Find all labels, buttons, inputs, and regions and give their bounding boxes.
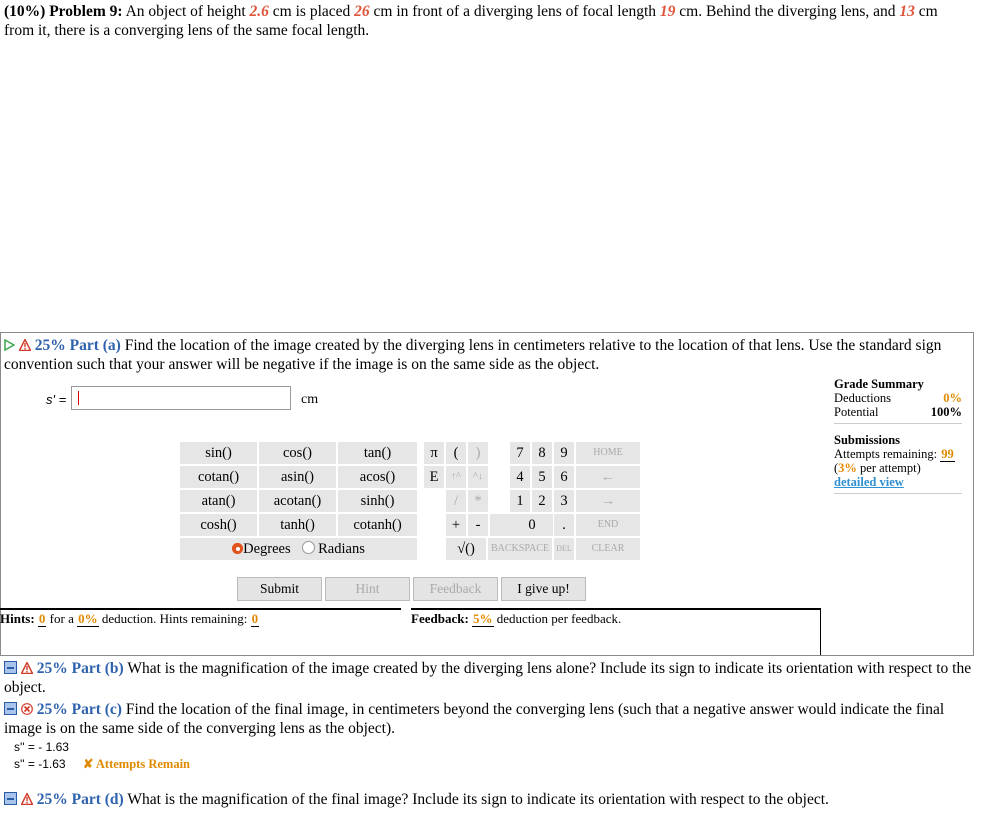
numeric-keypad — [423, 441, 645, 561]
superscript-down-key[interactable]: ^↓ — [467, 465, 489, 489]
atan-key[interactable]: atan() — [179, 489, 258, 513]
given-focal: 19 — [659, 3, 676, 20]
radians-radio[interactable] — [302, 541, 315, 554]
part-a-header — [4, 336, 964, 374]
part-c-header[interactable] — [4, 700, 976, 738]
key-2[interactable]: 2 — [531, 489, 553, 513]
part-a-label: 25% Part (a) — [34, 337, 121, 354]
cotan-key[interactable]: cotan() — [179, 465, 258, 489]
sin-key[interactable]: sin() — [179, 441, 258, 465]
warning-icon — [21, 662, 33, 674]
home-key[interactable]: HOME — [575, 441, 641, 465]
key-3[interactable]: 3 — [553, 489, 575, 513]
function-keypad — [179, 441, 417, 561]
hints-deduction: 0% — [78, 611, 98, 626]
key-0[interactable]: 0 — [489, 513, 575, 537]
previous-answer-2: s'' = -1.63 — [14, 757, 66, 771]
key-9[interactable]: 9 — [553, 441, 575, 465]
given-height: 2.6 — [249, 3, 269, 20]
feedback-deduction: 5% — [473, 611, 493, 626]
grade-summary: Grade Summary Deductions 0% Potential 100% Submissions Attempts remaining: 99 (3% per attempt) detailed view — [834, 377, 962, 494]
key-7[interactable]: 7 — [509, 441, 531, 465]
close-paren-key[interactable]: ) — [467, 441, 489, 465]
cosh-key[interactable]: cosh() — [179, 513, 258, 537]
part-d-question: What is the magnification of the final image? Include its sign to indicate its orientation with respect to the object. — [127, 791, 829, 808]
open-paren-key[interactable]: ( — [445, 441, 467, 465]
right-arrow-key[interactable]: → — [575, 489, 641, 513]
grade-summary-title: Grade Summary — [834, 377, 924, 391]
submissions-title: Submissions — [834, 433, 901, 447]
key-6[interactable]: 6 — [553, 465, 575, 489]
given-separation: 13 — [899, 3, 915, 20]
multiply-key[interactable]: * — [467, 489, 489, 513]
hint-button[interactable]: Hint — [325, 577, 410, 601]
potential-value: 100% — [930, 405, 962, 419]
del-key[interactable]: DEL — [553, 537, 575, 561]
acos-key[interactable]: acos() — [337, 465, 418, 489]
key-1[interactable]: 1 — [509, 489, 531, 513]
sqrt-key[interactable]: √() — [445, 537, 487, 561]
tan-key[interactable]: tan() — [337, 441, 418, 465]
hints-count: 0 — [38, 611, 46, 626]
give-up-button[interactable]: I give up! — [501, 577, 586, 601]
pi-key[interactable]: π — [423, 441, 445, 465]
asin-key[interactable]: asin() — [258, 465, 337, 489]
feedback-bar: Feedback: 5% deduction per feedback. — [411, 608, 821, 655]
part-a-question: Find the location of the image created by the diverging lens in centimeters relative to the location of that lens. Use the standard sign convention such that your answer will be negative if the image is on the same side as the object. — [4, 337, 942, 373]
deductions-value: 0% — [943, 391, 962, 405]
divide-key[interactable]: / — [445, 489, 467, 513]
given-distance: 26 — [354, 3, 370, 20]
clear-key[interactable]: CLEAR — [575, 537, 641, 561]
minus-key[interactable]: - — [467, 513, 489, 537]
part-b-label: 25% Part (b) — [36, 660, 124, 677]
part-b-header[interactable] — [4, 659, 976, 697]
cotanh-key[interactable]: cotanh() — [337, 513, 418, 537]
part-c-label: 25% Part (c) — [36, 701, 122, 718]
end-key[interactable]: END — [575, 513, 641, 537]
answer-variable-label: s' = — [46, 392, 67, 407]
submit-button[interactable]: Submit — [237, 577, 322, 601]
key-5[interactable]: 5 — [531, 465, 553, 489]
e-key[interactable]: E — [423, 465, 445, 489]
radians-label: Radians — [318, 541, 365, 557]
degrees-label: Degrees — [243, 541, 291, 557]
plus-key[interactable]: + — [445, 513, 467, 537]
problem-number: (10%) Problem 9: — [4, 3, 123, 20]
collapse-icon[interactable] — [4, 702, 17, 715]
cos-key[interactable]: cos() — [258, 441, 337, 465]
sinh-key[interactable]: sinh() — [337, 489, 418, 513]
play-triangle-icon[interactable] — [4, 339, 15, 351]
attempts-remaining: 99 — [941, 447, 954, 461]
key-8[interactable]: 8 — [531, 441, 553, 465]
backspace-key[interactable]: BACKSPACE — [487, 537, 553, 561]
problem-statement: (10%) Problem 9: An object of height 2.6 cm is placed 26 cm in front of a diverging lens of focal length 19 cm. Behind the diverging lens, and 13 cm from it, there is a converging lens of the same focal length. — [4, 3, 938, 39]
left-arrow-key[interactable]: ← — [575, 465, 641, 489]
superscript-up-key[interactable]: ↑^ — [445, 465, 467, 489]
detailed-view-link[interactable]: detailed view — [834, 475, 904, 489]
error-x-icon — [21, 703, 33, 715]
text-caret — [78, 391, 79, 405]
part-d-header[interactable] — [4, 790, 976, 809]
attempts-remain-status: ✘ Attempts Remain — [83, 757, 190, 771]
previous-answer-1: s'' = - 1.63 — [14, 740, 69, 754]
warning-icon — [21, 793, 33, 805]
feedback-button[interactable]: Feedback — [413, 577, 498, 601]
angle-mode-row — [179, 537, 418, 561]
warning-icon — [19, 339, 31, 351]
decimal-key[interactable]: . — [553, 513, 575, 537]
hints-bar: Hints: 0 for a 0% deduction. Hints remaining: 0 — [0, 608, 401, 627]
degrees-radio[interactable] — [232, 543, 243, 554]
part-b-question: What is the magnification of the image created by the diverging lens alone? Include its sign to indicate its orientation with respect to the object. — [4, 660, 972, 696]
collapse-icon[interactable] — [4, 792, 17, 805]
collapse-icon[interactable] — [4, 661, 17, 674]
part-d-label: 25% Part (d) — [36, 791, 124, 808]
hints-remaining: 0 — [251, 611, 259, 626]
key-4[interactable]: 4 — [509, 465, 531, 489]
answer-input[interactable] — [71, 386, 291, 410]
part-c-question: Find the location of the final image, in centimeters beyond the converging lens (such that a negative answer would indicate the final image is on the same side of the converging lens as the object). — [4, 701, 945, 737]
tanh-key[interactable]: tanh() — [258, 513, 337, 537]
acotan-key[interactable]: acotan() — [258, 489, 337, 513]
unit-label: cm — [301, 392, 319, 407]
